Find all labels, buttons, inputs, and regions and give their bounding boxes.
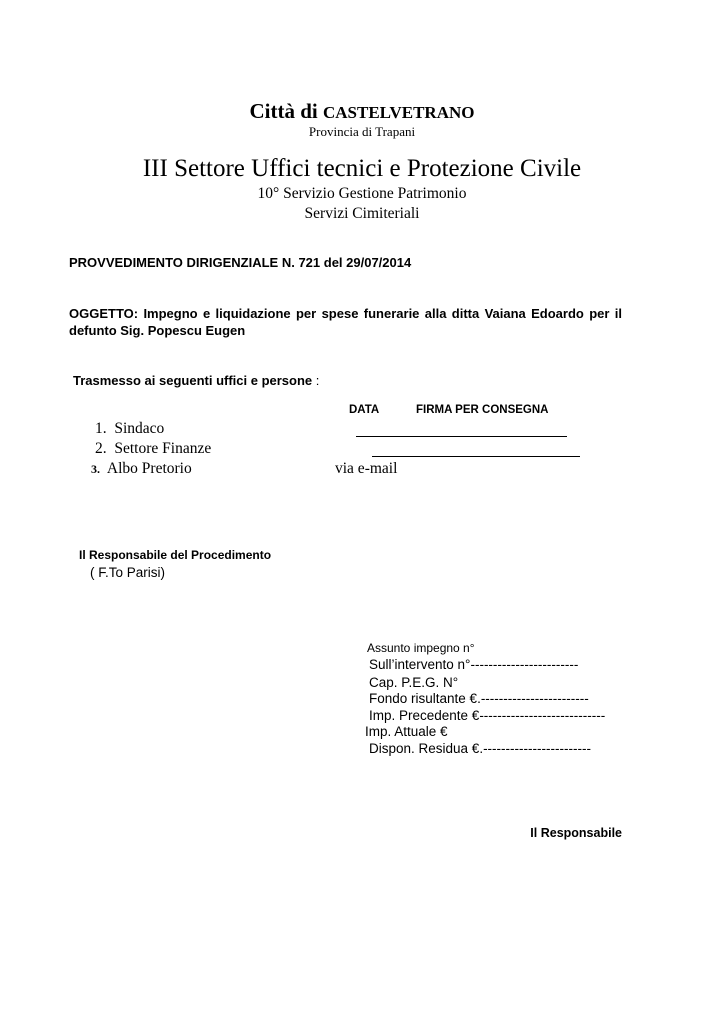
signature-line xyxy=(356,436,567,437)
sector-title: III Settore Uffici tecnici e Protezione Civile xyxy=(142,155,582,182)
city-title xyxy=(0,99,724,124)
column-header-firma: FIRMA PER CONSEGNA xyxy=(416,404,549,416)
responsabile-procedimento-signature: ( F.To Parisi) xyxy=(90,565,166,580)
fondo-risultante-line: Fondo risultante €.------------------------ xyxy=(369,691,589,706)
assunto-impegno: Assunto impegno n° xyxy=(367,641,475,655)
service-line-2: Servizi Cimiteriali xyxy=(304,205,420,222)
recipient-item xyxy=(95,420,164,438)
recipient-name: Sindaco xyxy=(114,420,165,437)
service-line-1: 10° Servizio Gestione Patrimonio xyxy=(257,185,467,202)
dispon-residua-line: Dispon. Residua €.------------------------ xyxy=(369,741,591,756)
imp-attuale-line: Imp. Attuale € xyxy=(365,724,448,739)
recipient-number: 1. xyxy=(95,420,107,437)
trasmesso-label: Trasmesso ai seguenti uffici e persone xyxy=(73,373,313,388)
signature-line xyxy=(372,456,580,457)
recipient-item xyxy=(95,440,211,458)
cap-peg-line: Cap. P.E.G. N° xyxy=(369,675,459,690)
recipient-name: Settore Finanze xyxy=(114,440,212,457)
city-prefix: Città di xyxy=(249,99,323,123)
city-name: CASTELVETRANO xyxy=(323,103,475,122)
responsabile-procedimento-title: Il Responsabile del Procedimento xyxy=(79,548,272,562)
provvedimento-heading: PROVVEDIMENTO DIRIGENZIALE N. 721 del 29/07/2014 xyxy=(69,255,412,270)
oggetto-paragraph: OGGETTO: Impegno e liquidazione per spese funerarie alla ditta Vaiana Edoardo per il defunto Sig. Popescu Eugen xyxy=(69,306,622,338)
recipient-number: 3. xyxy=(91,462,100,476)
recipient-number: 2. xyxy=(95,440,107,457)
il-responsabile-signature: Il Responsabile xyxy=(530,826,622,840)
intervento-line: Sull’intervento n°------------------------ xyxy=(369,657,579,672)
trasmesso-colon: : xyxy=(312,373,320,388)
imp-precedente-line: Imp. Precedente €---------------------------- xyxy=(369,708,606,723)
trasmesso-line xyxy=(73,373,319,388)
column-header-data: DATA xyxy=(349,404,380,416)
recipient-name: Albo Pretorio xyxy=(106,460,192,477)
recipient-item xyxy=(91,460,192,478)
via-email-note: via e-mail xyxy=(335,460,398,477)
province-subtitle: Provincia di Trapani xyxy=(308,124,416,139)
